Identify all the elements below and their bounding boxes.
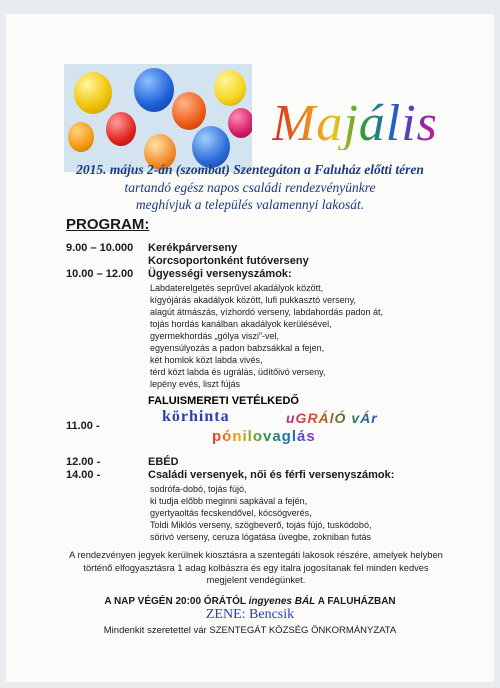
time-slot: 12.00 - [66, 456, 101, 468]
event-title: EBÉD [148, 456, 179, 468]
ball-pre: A NAP VÉGÉN 20:00 ÓRÁTÓL [104, 596, 249, 607]
footer-text: Mindenkit szeretettel vár SZENTEGÁT KÖZSÉG ÖNKORMÁNYZATA [103, 625, 397, 636]
list-item: gyermekhordás „gólya viszi”-vel, [150, 331, 280, 341]
list-item: sörivó verseny, ceruza lógatása üvegbe, zokniban futás [150, 532, 371, 542]
ball-free: ingyenes BÁL [248, 596, 316, 607]
ball-post: A FALUHÁZBAN [315, 596, 396, 607]
list-item: ki tudja előbb meginni sapkával a fején, [150, 496, 308, 506]
balloon-icon [134, 68, 174, 112]
balloon-icon [106, 112, 136, 146]
event-title: Kerékpárverseny [148, 242, 238, 254]
time-slot: 9.00 – 10.000 [66, 242, 134, 254]
ball-announcement [0, 596, 500, 607]
attraction-bouncy-castle: uGRÁlÓ vÁr [286, 410, 378, 426]
invite-line-1: tartandó egész napos családi rendezvényünkre [124, 180, 376, 195]
tickets-paragraph: A rendezvényen jegyek kerülnek kiosztásra a szentegáti lakosok részére, amelyek helyben történő elfogyasztásra 1 adag kolbászra és egy italra jogosítanak fel minden kedves megjelent vendégünket. [69, 550, 443, 586]
event-title: Ügyességi versenyszámok: [148, 268, 292, 280]
list-item: tojás hordás kanálban akadályok kerülésével, [150, 319, 332, 329]
quiz-heading: FALUISMERETI VETÉLKEDŐ [148, 395, 299, 407]
event-date-line: 2015. május 2-án (szombat) Szentegáton a Faluház előtti téren [76, 162, 424, 177]
balloon-icon [214, 70, 246, 106]
time-slot: 11.00 - [66, 420, 100, 432]
list-item: Labdaterelgetés seprűvel akadályok között, [150, 283, 324, 293]
list-item: kígyójárás akadályok között, lufi pukkasztó verseny, [150, 295, 356, 305]
event-title: Korcsoportonként futóverseny [148, 255, 309, 267]
balloon-icon [228, 108, 252, 138]
balloon-icon [68, 122, 94, 152]
list-item: alagút átmászás, vízhordó verseny, labdahordás padon át, [150, 307, 383, 317]
balloon-icon [172, 92, 206, 130]
balloons-image [64, 64, 252, 172]
attraction-carousel: körhinta [162, 408, 230, 425]
list-item: gyertyaoltás fecskendővel, kócsögverés, [150, 508, 312, 518]
list-item: két homlok közt labda vivés, [150, 355, 263, 365]
event-title: Családi versenyek, női és férfi versenyszámok: [148, 469, 395, 481]
list-item: lepény evés, liszt fújás [150, 379, 241, 389]
list-item: térd közt labda és ugrálás, üdítőivó verseny, [150, 367, 326, 377]
time-slot: 10.00 – 12.00 [66, 268, 134, 280]
invite-line-2: meghívjuk a település valamennyi lakosát. [135, 197, 365, 212]
program-heading: PROGRAM: [66, 216, 150, 233]
page-title: Majális [272, 95, 438, 152]
balloon-icon [74, 72, 112, 114]
list-item: sodrófa-dobó, tojás fújó, [150, 484, 247, 494]
list-item: egyensúlyozás a padon babzsákkal a fejen, [150, 343, 325, 353]
list-item: Toldi Miklós verseny, szögbeverő, tojás fújó, tuskódobó, [150, 520, 372, 530]
attraction-pony-ride: pónilovaglás [212, 428, 316, 445]
music-line: ZENE: Bencsik [205, 607, 295, 622]
time-slot: 14.00 - [66, 469, 101, 481]
